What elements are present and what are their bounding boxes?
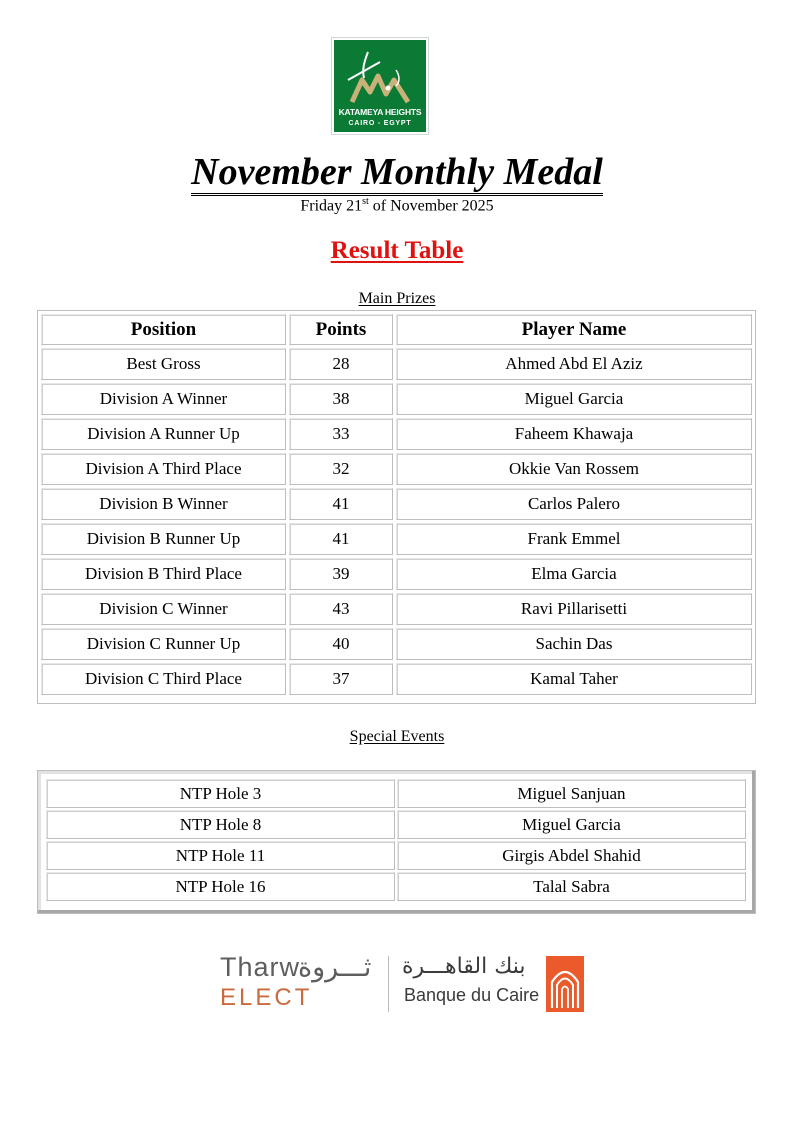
cell-player-name: Talal Sabra	[397, 872, 746, 901]
cell-position: Division A Third Place	[41, 453, 286, 485]
table-row	[41, 628, 752, 660]
special-events-table-container	[37, 770, 756, 914]
cell-position: Division C Third Place	[41, 663, 286, 695]
cell-position: Division C Runner Up	[41, 628, 286, 660]
cell-player-name: Miguel Sanjuan	[397, 779, 746, 808]
table-row	[46, 810, 746, 839]
table-row	[46, 779, 746, 808]
cell-player-name: Girgis Abdel Shahid	[397, 841, 746, 870]
table-row	[46, 872, 746, 901]
banque-du-caire-mark-icon	[546, 956, 584, 1012]
cell-points: 28	[289, 348, 393, 380]
cell-position: Division B Winner	[41, 488, 286, 520]
header-position: Position	[41, 314, 286, 345]
cell-position: Best Gross	[41, 348, 286, 380]
cell-position: Division B Third Place	[41, 558, 286, 590]
special-events-table	[44, 777, 748, 903]
result-table-heading-text: Result Table	[330, 237, 464, 264]
cell-player-name: Miguel Garcia	[396, 383, 752, 415]
cell-player-name: Elma Garcia	[396, 558, 752, 590]
table-row	[41, 418, 752, 450]
logo-text-name: KATAMEYA HEIGHTS	[338, 107, 422, 117]
cell-points: 33	[289, 418, 393, 450]
sponsor-logos	[220, 952, 585, 1016]
cell-event: NTP Hole 11	[46, 841, 395, 870]
cell-player-name: Miguel Garcia	[397, 810, 746, 839]
cell-event: NTP Hole 3	[46, 779, 395, 808]
page-title	[0, 150, 794, 194]
main-prizes-table	[38, 311, 755, 698]
table-row	[41, 523, 752, 555]
banque-du-caire-arabic: بنك القاهـــرة	[402, 954, 526, 979]
main-prizes-caption-text: Main Prizes	[358, 290, 436, 307]
event-date	[0, 196, 794, 215]
cell-points: 40	[289, 628, 393, 660]
logo-text-location: CAIRO - EGYPT	[348, 120, 412, 127]
main-prizes-table-container	[37, 310, 756, 704]
table-row	[41, 348, 752, 380]
main-prizes-caption	[0, 290, 794, 308]
cell-player-name: Ahmed Abd El Aziz	[396, 348, 752, 380]
event-date-month-year: of November 2025	[368, 197, 494, 215]
header-player-name: Player Name	[396, 314, 752, 345]
table-row	[41, 593, 752, 625]
cell-points: 39	[289, 558, 393, 590]
table-header-row	[41, 314, 752, 345]
cell-position: Division A Runner Up	[41, 418, 286, 450]
result-table-heading	[0, 237, 794, 265]
cell-position: Division C Winner	[41, 593, 286, 625]
table-row	[41, 488, 752, 520]
cell-event: NTP Hole 16	[46, 872, 395, 901]
cell-points: 43	[289, 593, 393, 625]
cell-position: Division A Winner	[41, 383, 286, 415]
table-row	[41, 558, 752, 590]
cell-player-name: Sachin Das	[396, 628, 752, 660]
cell-points: 41	[289, 523, 393, 555]
table-row	[41, 383, 752, 415]
cell-event: NTP Hole 8	[46, 810, 395, 839]
cell-player-name: Carlos Palero	[396, 488, 752, 520]
cell-player-name: Okkie Van Rossem	[396, 453, 752, 485]
cell-player-name: Frank Emmel	[396, 523, 752, 555]
cell-player-name: Ravi Pillarisetti	[396, 593, 752, 625]
table-row	[41, 453, 752, 485]
cell-points: 32	[289, 453, 393, 485]
event-date-day: Friday 21	[300, 197, 363, 215]
page-title-text: November Monthly Medal	[191, 151, 603, 196]
special-events-caption	[0, 728, 794, 746]
table-row	[46, 841, 746, 870]
special-events-caption-text: Special Events	[349, 728, 445, 745]
table-row	[41, 663, 752, 695]
cell-points: 38	[289, 383, 393, 415]
header-points: Points	[289, 314, 393, 345]
golfer-emblem-icon	[334, 40, 426, 132]
cell-points: 37	[289, 663, 393, 695]
cell-player-name: Faheem Khawaja	[396, 418, 752, 450]
cell-points: 41	[289, 488, 393, 520]
banque-du-caire-name: Banque du Caire	[404, 985, 540, 1005]
tharwa-logo-arabic: ثـــروة	[298, 952, 372, 983]
sponsor-divider	[388, 956, 389, 1012]
club-logo	[332, 38, 428, 134]
cell-player-name: Kamal Taher	[396, 663, 752, 695]
event-date-ordinal: st	[362, 196, 369, 207]
tharwa-logo-elect: ELECT	[220, 984, 313, 1011]
tharwa-logo-word: Tharw	[220, 952, 301, 982]
cell-position: Division B Runner Up	[41, 523, 286, 555]
